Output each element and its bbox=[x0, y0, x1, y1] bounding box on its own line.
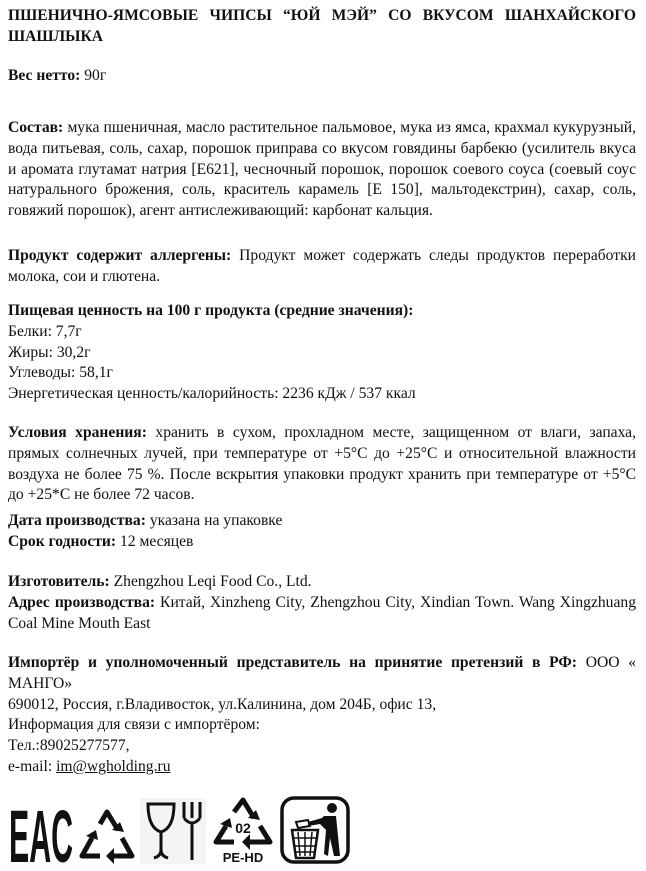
manufacturer-block bbox=[8, 572, 636, 634]
manufacturer-text: Zhengzhou Leqi Food Co., Ltd. bbox=[113, 573, 312, 590]
shelf-life-label: Срок годности: bbox=[8, 532, 117, 550]
importer bbox=[8, 653, 636, 778]
importer-phone: Тел.:89025277577, bbox=[8, 737, 130, 755]
nutrition-label: Пищевая ценность на 100 г продукта (средние значения): bbox=[8, 302, 414, 319]
composition bbox=[8, 118, 636, 222]
manufacturer bbox=[8, 572, 636, 593]
recycle-icon bbox=[78, 806, 136, 864]
nutrition-row: Жиры: 30,2г bbox=[8, 343, 91, 361]
importer-contact-label: Информация для связи с импортёром: bbox=[8, 716, 260, 734]
production-address bbox=[8, 593, 636, 635]
storage bbox=[8, 423, 636, 506]
eac-mark-icon bbox=[8, 795, 74, 871]
net-weight-label: Вес нетто: bbox=[8, 67, 81, 84]
recycle-material: PE-HD bbox=[222, 850, 264, 865]
importer-label: Импортёр и уполномоченный представитель на принятие претензий в РФ: bbox=[8, 654, 577, 671]
shelf-life-text: 12 месяцев bbox=[120, 532, 194, 550]
nutrition bbox=[8, 301, 636, 405]
importer-address: 690012, Россия, г.Владивосток, ул.Калинина, дом 204Б, офис 13, bbox=[8, 695, 437, 713]
nutrition-row: Энергетическая ценность/калорийность: 2236 кДж / 537 ккал bbox=[8, 385, 416, 403]
email-label: e-mail: bbox=[8, 757, 53, 775]
email-link[interactable]: im@wgholding.ru bbox=[56, 757, 171, 775]
production-date-label: Дата производства: bbox=[8, 512, 146, 529]
food-contact-icon bbox=[140, 798, 206, 864]
recycle-pe-hd-icon bbox=[210, 796, 276, 864]
product-title: ПШЕНИЧНО-ЯМСОВЫЕ ЧИПСЫ “ЮЙ МЭЙ” СО ВКУСОМ ШАНХАЙСКОГО ШАШЛЫКА bbox=[8, 7, 636, 45]
composition-label: Состав: bbox=[8, 119, 64, 136]
production-date bbox=[8, 511, 636, 532]
importer-name: ООО « МАНГО» bbox=[8, 654, 636, 692]
dispose-in-bin-icon bbox=[280, 796, 350, 864]
nutrition-row: Белки: 7,7г bbox=[8, 322, 82, 340]
allergens-label: Продукт содержит аллергены: bbox=[8, 247, 232, 264]
manufacturer-label: Изготовитель: bbox=[8, 573, 110, 590]
production-date-text: указана на упаковке bbox=[149, 512, 283, 529]
net-weight-value: 90г bbox=[84, 67, 107, 84]
address-text: Китай, Xinzheng City, Zhengzhou City, Xindian Town. Wang Xingzhuang Coal Mine Mouth East bbox=[8, 593, 636, 632]
composition-text: мука пшеничная, масло растительное пальмовое, мука из ямса, крахмал кукурузный, вода питьевая, соль, сахар, порошок приправа со вкусом говядины барбекю (усилитель вкуса и аромата глутамат натрия [E621], чесночный порошок, порошок соевого соуса (соевый соус натурального брожения, соль, краситель карамель [E 150], мальтодекстрин), сахар, соль, говяжий порошок), агент антислеживающий: карбонат кальция. bbox=[8, 119, 636, 220]
net-weight bbox=[8, 66, 636, 87]
shelf-life bbox=[8, 532, 636, 553]
nutrition-row: Углеводы: 58,1г bbox=[8, 364, 113, 382]
certification-icons bbox=[8, 795, 350, 871]
storage-label: Условия хранения: bbox=[8, 424, 147, 441]
dates bbox=[8, 511, 636, 553]
storage-text: хранить в сухом, прохладном месте, защищенном от влаги, запаха, прямых солнечных лучей, при температуре от +5°C до +25°C и относительной влажности воздуха не более 75 %. После вскрытия упаковки продукт хранить при температуре от +5°C до +25*C не более 72 часов. bbox=[8, 424, 636, 504]
allergens bbox=[8, 246, 636, 288]
recycle-code: 02 bbox=[235, 820, 251, 836]
allergens-text: Продукт может содержать следы продуктов переработки молока, сои и глютена. bbox=[8, 247, 636, 285]
address-label: Адрес производства: bbox=[8, 593, 156, 611]
eac-mark-text: EAC bbox=[9, 795, 73, 871]
